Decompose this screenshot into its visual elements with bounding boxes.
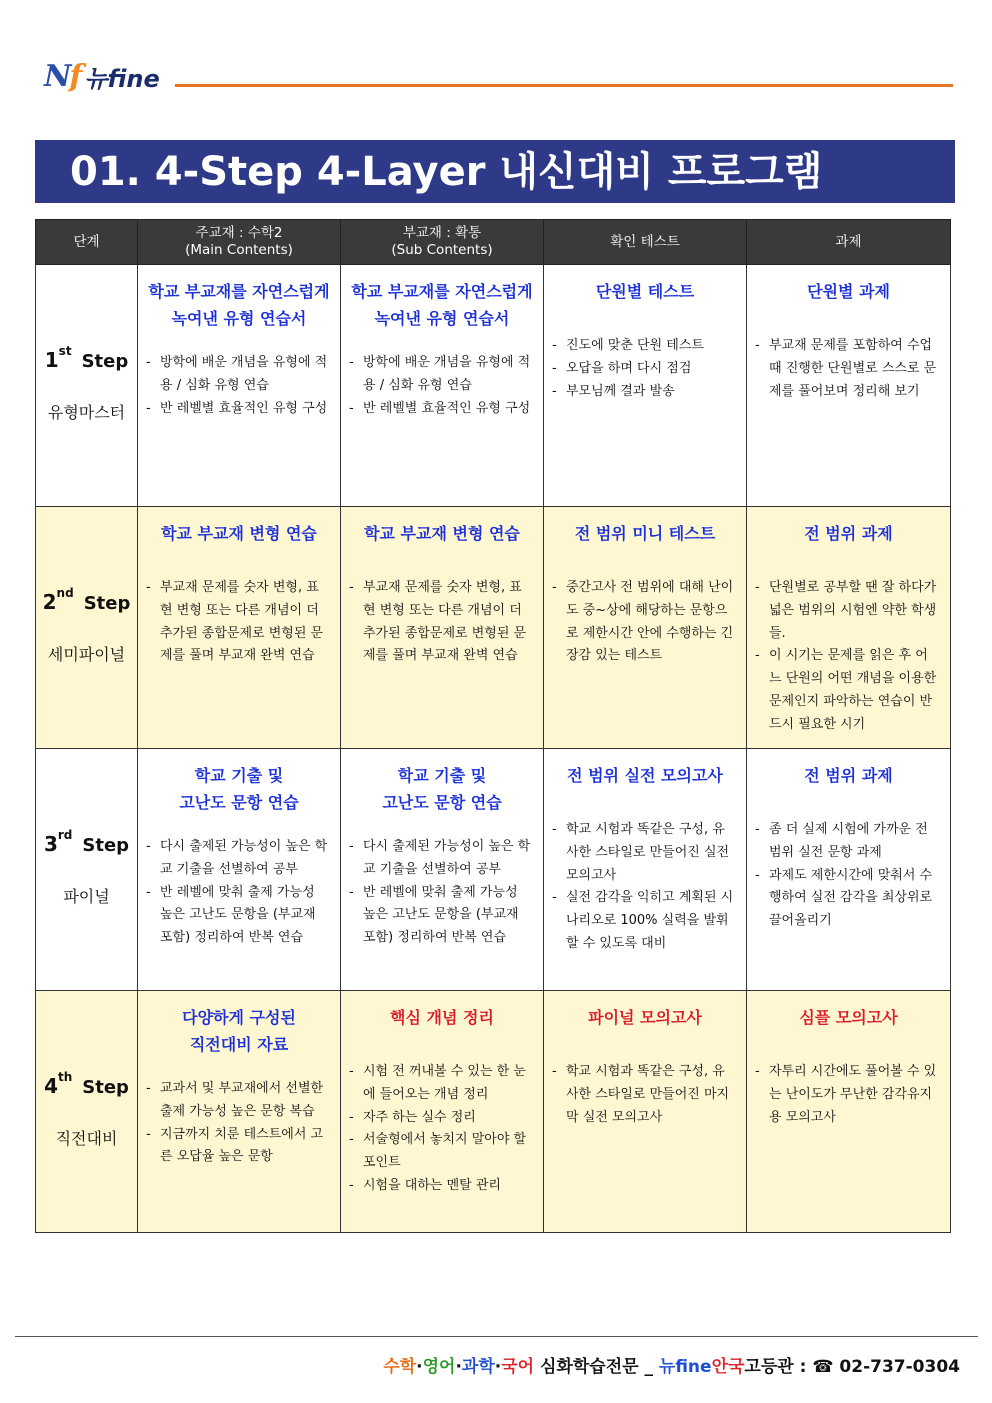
task-cell: [747, 991, 951, 1233]
footer-subject-math: 수학: [383, 1357, 417, 1377]
test-cell: [544, 507, 747, 749]
test-list: [544, 577, 746, 668]
main-content-cell: [138, 265, 341, 507]
step-cell: [36, 507, 138, 749]
list-item: - 시험 전 꺼내볼 수 있는 한 눈에 들어오는 개념 정리: [349, 1061, 533, 1107]
step-cell: [36, 749, 138, 991]
main-content-list: [138, 836, 340, 950]
main-content-cell: [138, 991, 341, 1233]
list-item: - 실전 감각을 익히고 계획된 시나리오로 100% 실력을 발휘할 수 있도록 대비: [552, 887, 736, 955]
list-item: - 오답을 하며 다시 점검: [552, 358, 736, 381]
step-cell: [36, 991, 138, 1233]
list-item: - 학교 시험과 똑같은 구성, 유사한 스타일로 만들어진 마지막 실전 모의고사: [552, 1061, 736, 1129]
test-cell: [544, 749, 747, 991]
sub-content-list: [341, 352, 543, 420]
main-content-title: 학교 부교재를 자연스럽게 녹여낸 유형 연습서: [148, 282, 330, 328]
sub-content-list: [341, 577, 543, 668]
footer-subject-science: 과학: [461, 1357, 495, 1377]
main-content-title: 학교 부교재 변형 연습: [161, 524, 317, 543]
task-list: [747, 577, 950, 737]
test-list: [544, 819, 746, 956]
step-number: 4th Step: [44, 1070, 129, 1098]
step-row: [36, 507, 951, 749]
footer-dot: ·: [455, 1357, 462, 1377]
header-sub-contents: 부교재 : 확통 (Sub Contents): [341, 220, 544, 265]
list-item: - 반 레벨에 맞춰 출제 가능성 높은 고난도 문항을 (부교재 포함) 정리하여 반복 연습: [349, 882, 533, 950]
step-number: 1st Step: [44, 344, 129, 372]
main-content-title: 학교 기출 및 고난도 문항 연습: [179, 766, 299, 812]
test-title: 단원별 테스트: [595, 282, 695, 301]
task-title: 단원별 과제: [807, 282, 890, 301]
list-item: - 반 레벨별 효율적인 유형 구성: [146, 398, 330, 421]
list-item: - 다시 출제된 가능성이 높은 학교 기출을 선별하여 공부: [349, 836, 533, 882]
footer-tagline: 심화학습전문 _: [534, 1357, 659, 1377]
task-cell: [747, 265, 951, 507]
step-number: 3rd Step: [43, 828, 130, 856]
header-rule: [175, 84, 953, 87]
list-item: - 다시 출제된 가능성이 높은 학교 기출을 선별하여 공부: [146, 836, 330, 882]
footer-dot: ·: [416, 1357, 423, 1377]
footer-brand: 뉴fine: [658, 1357, 712, 1377]
main-content-list: [138, 352, 340, 420]
list-item: - 자주 하는 실수 정리: [349, 1107, 533, 1130]
test-title: 파이널 모의고사: [588, 1008, 702, 1027]
footer-contact: [383, 1352, 960, 1377]
list-item: - 서술형에서 놓치지 말아야 할 포인트: [349, 1129, 533, 1175]
main-content-list: [138, 1078, 340, 1169]
list-item: - 반 레벨에 맞춰 출제 가능성 높은 고난도 문항을 (부교재 포함) 정리하여 반복 연습: [146, 882, 330, 950]
sub-content-title: 학교 기출 및 고난도 문항 연습: [382, 766, 502, 812]
list-item: - 이 시기는 문제를 읽은 후 어느 단원의 어떤 개념을 이용한 문제인지 파악하는 연습이 반드시 필요한 시기: [755, 645, 940, 736]
step-name: 파이널: [63, 887, 110, 906]
header-test: 확인 테스트: [544, 220, 747, 265]
list-item: - 과제도 제한시간에 맞춰서 수행하여 실전 감각을 최상위로 끌어올리기: [755, 865, 940, 933]
task-cell: [747, 507, 951, 749]
sub-content-title: 학교 부교재를 자연스럽게 녹여낸 유형 연습서: [351, 282, 533, 328]
footer-rule: [15, 1336, 978, 1337]
footer-subject-english: 영어: [422, 1357, 456, 1377]
list-item: - 부교재 문제를 숫자 변형, 표현 변형 또는 다른 개념이 더 추가된 종합문제로 변형된 문제를 풀며 부교재 완벽 연습: [146, 577, 330, 668]
step-row: [36, 991, 951, 1233]
list-item: - 부모님께 결과 발송: [552, 381, 736, 404]
footer-dot: ·: [494, 1357, 502, 1377]
main-content-cell: [138, 507, 341, 749]
sub-content-cell: [341, 507, 544, 749]
sub-content-cell: [341, 749, 544, 991]
main-content-title: 다양하게 구성된 직전대비 자료: [182, 1008, 296, 1054]
program-table: [35, 219, 951, 1233]
footer-branch: 안국: [711, 1357, 745, 1377]
test-title: 전 범위 실전 모의고사: [567, 766, 723, 785]
task-list: [747, 335, 950, 403]
task-title: 심플 모의고사: [799, 1008, 898, 1027]
task-title: 전 범위 과제: [804, 766, 893, 785]
main-content-list: [138, 577, 340, 668]
list-item: - 지금까지 치룬 테스트에서 고른 오답율 높은 문항: [146, 1124, 330, 1170]
sub-content-title: 핵심 개념 정리: [390, 1008, 494, 1027]
list-item: - 방학에 배운 개념을 유형에 적용 / 심화 유형 연습: [349, 352, 533, 398]
list-item: - 단원별로 공부할 땐 잘 하다가 넓은 범위의 시험엔 약한 학생들.: [755, 577, 940, 645]
header-stage: 단계: [36, 220, 138, 265]
task-list: [747, 819, 950, 933]
header-main-contents: 주교재 : 수학2 (Main Contents): [138, 220, 341, 265]
step-row: [36, 749, 951, 991]
step-name: 세미파이널: [47, 645, 126, 664]
footer-phone: ☎ 02-737-0304: [812, 1357, 960, 1377]
test-title: 전 범위 미니 테스트: [574, 524, 716, 543]
sub-content-list: [341, 836, 543, 950]
logo-mark: Nf: [44, 58, 81, 94]
step-cell: [36, 265, 138, 507]
logo-text: 뉴fine: [84, 64, 160, 93]
footer-subject-korean: 국어: [501, 1357, 535, 1377]
task-title: 전 범위 과제: [804, 524, 893, 543]
main-content-cell: [138, 749, 341, 991]
list-item: - 자투리 시간에도 풀어볼 수 있는 난이도가 무난한 감각유지용 모의고사: [755, 1061, 940, 1129]
footer-campus: 고등관 :: [744, 1357, 813, 1377]
step-row: [36, 265, 951, 507]
test-cell: [544, 265, 747, 507]
sub-content-cell: [341, 991, 544, 1233]
list-item: - 중간고사 전 범위에 대해 난이도 중~상에 해당하는 문항으로 제한시간 안에 수행하는 긴장감 있는 테스트: [552, 577, 736, 668]
sub-content-title: 학교 부교재 변형 연습: [364, 524, 520, 543]
test-cell: [544, 991, 747, 1233]
step-number: 2nd Step: [42, 586, 131, 614]
list-item: - 부교재 문제를 포함하여 수업 때 진행한 단원별로 스스로 문제를 풀어보며 정리해 보기: [755, 335, 940, 403]
test-list: [544, 335, 746, 403]
list-item: - 방학에 배운 개념을 유형에 적용 / 심화 유형 연습: [146, 352, 330, 398]
brand-logo: [44, 56, 160, 96]
list-item: - 교과서 및 부교재에서 선별한 출제 가능성 높은 문항 복습: [146, 1078, 330, 1124]
task-cell: [747, 749, 951, 991]
page-title: 01. 4-Step 4-Layer 내신대비 프로그램: [70, 149, 823, 195]
test-list: [544, 1061, 746, 1129]
sub-content-list: [341, 1061, 543, 1198]
step-name: 유형마스터: [47, 403, 126, 422]
list-item: - 학교 시험과 똑같은 구성, 유사한 스타일로 만들어진 실전 모의고사: [552, 819, 736, 887]
sub-content-cell: [341, 265, 544, 507]
step-name: 직전대비: [55, 1129, 118, 1148]
list-item: - 진도에 맞춘 단원 테스트: [552, 335, 736, 358]
header-task: 과제: [747, 220, 951, 265]
list-item: - 좀 더 실제 시험에 가까운 전 범위 실전 문항 과제: [755, 819, 940, 865]
task-list: [747, 1061, 950, 1129]
list-item: - 반 레벨별 효율적인 유형 구성: [349, 398, 533, 421]
list-item: - 시험을 대하는 멘탈 관리: [349, 1175, 533, 1198]
list-item: - 부교재 문제를 숫자 변형, 표현 변형 또는 다른 개념이 더 추가된 종합문제로 변형된 문제를 풀며 부교재 완벽 연습: [349, 577, 533, 668]
table-header-row: [36, 220, 951, 265]
